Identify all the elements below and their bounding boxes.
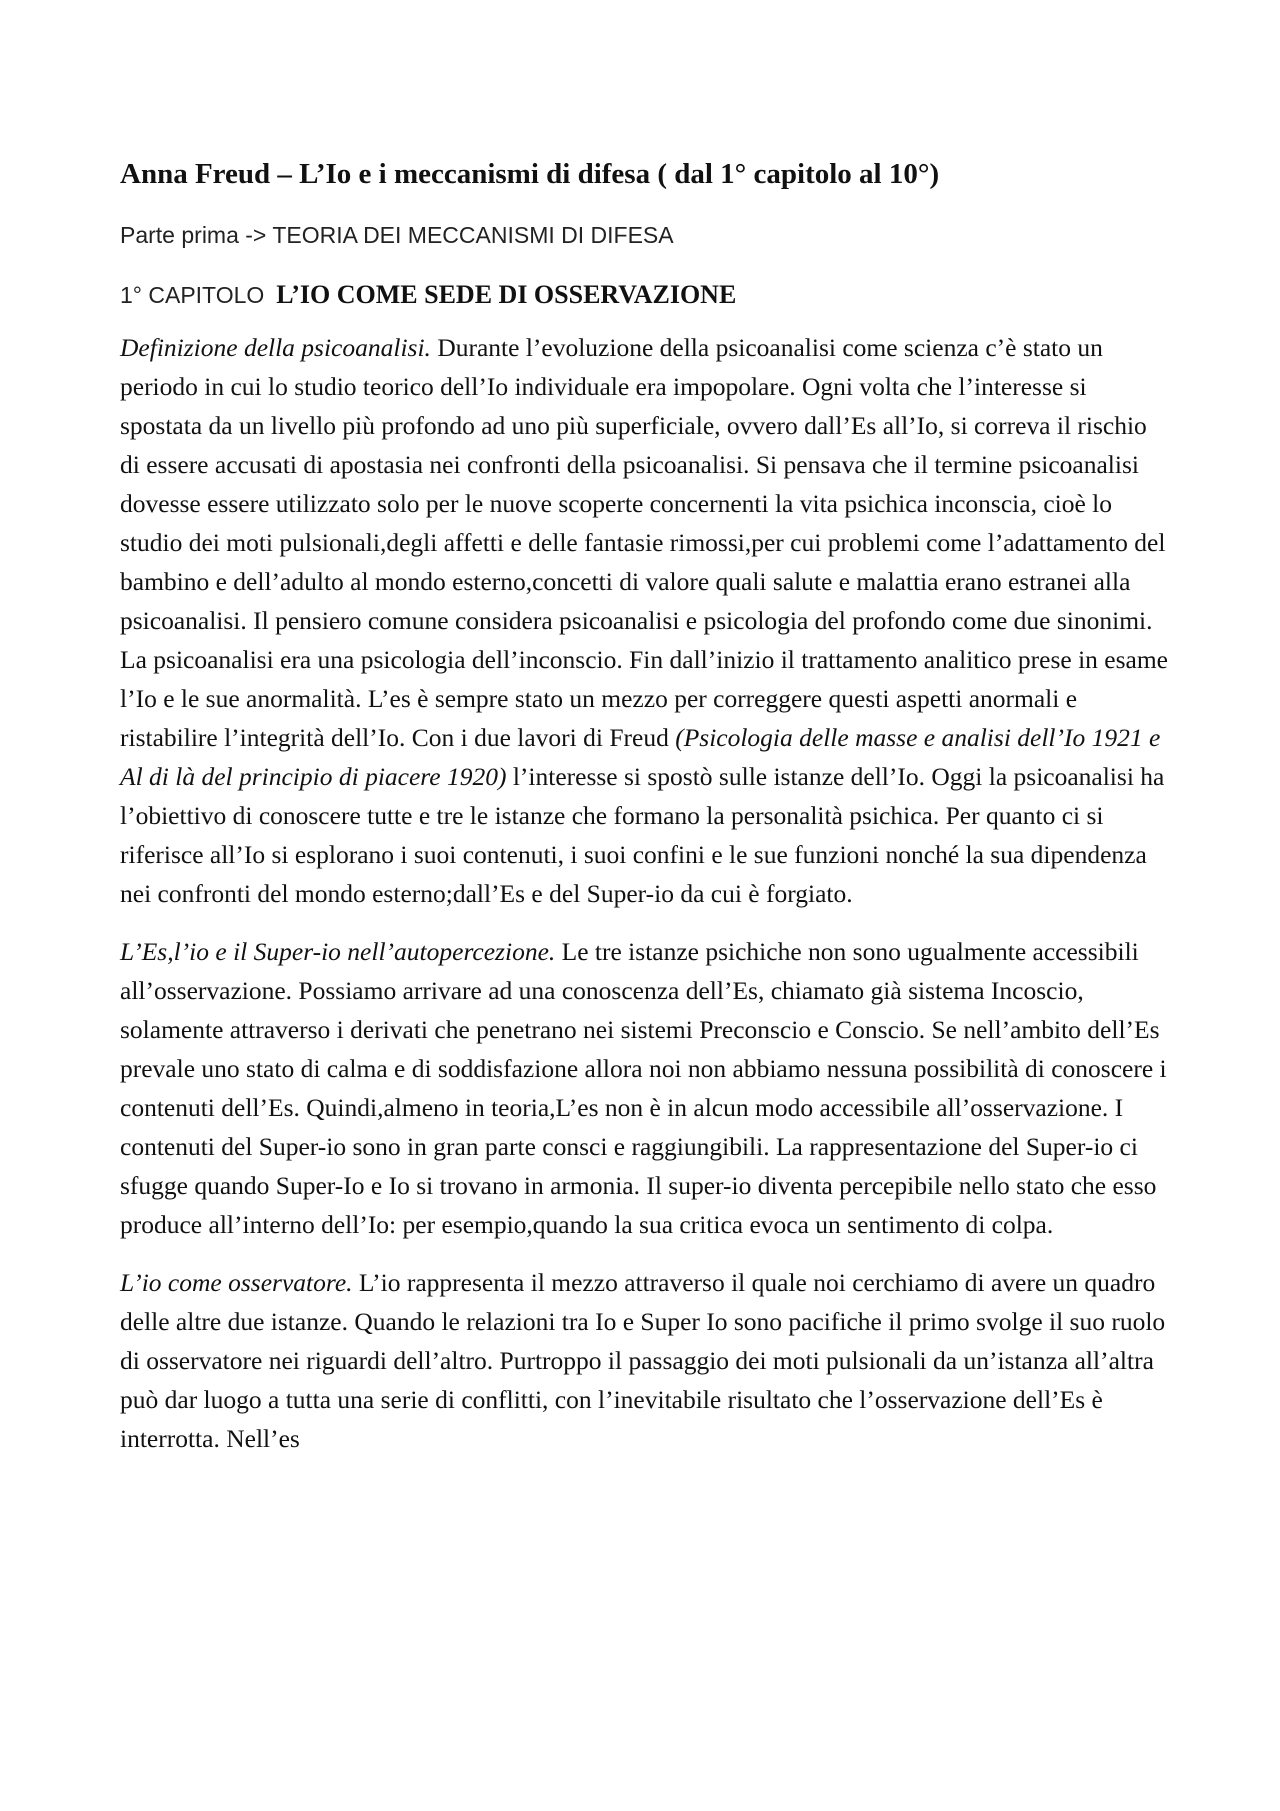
- paragraph-text: L’io rappresenta il mezzo attraverso il quale noi cerchiamo di avere un quadro delle altre due istanze. Quando le relazioni tra Io e Super Io sono pacifiche il primo svolge il suo ruolo di osservatore nei riguardi dell’altro. Purtroppo il passaggio dei moti pulsionali da un’istanza all’altra può dar luogo a tutta una serie di conflitti, con l’inevitabile risultato che l’osservazione dell’Es è interrotta. Nell’es: [120, 1268, 1166, 1453]
- part-heading: Parte prima -> TEORIA DEI MECCANISMI DI DIFESA: [120, 222, 674, 248]
- document-title: Anna Freud – L’Io e i meccanismi di difesa ( dal 1° capitolo al 10°): [120, 158, 940, 190]
- chapter-name: L’IO COME SEDE DI OSSERVAZIONE: [276, 280, 737, 309]
- paragraph-definizione: [120, 328, 1170, 913]
- paragraph-text: l’interesse si spostò sulle istanze dell’Io. Oggi la psicoanalisi ha l’obiettivo di conoscere tutte e tre le istanze che formano la personalità psichica. Per quanto ci si riferisce all’Io si esplorano i suoi contenuti, i suoi confini e le sue funzioni nonché la sua dipendenza nei confronti del mondo esterno;dall’Es e del Super-io da cui è forgiato.: [120, 762, 1165, 908]
- paragraph-osservatore: [120, 1263, 1170, 1458]
- paragraph-lead: L’Es,l’io e il Super-io nell’autopercezione.: [120, 937, 556, 966]
- paragraph-autopercezione: [120, 932, 1170, 1244]
- chapter-heading: [120, 276, 1170, 314]
- paragraph-lead: Definizione della psicoanalisi.: [120, 333, 431, 362]
- paragraph-text: Le tre istanze psichiche non sono ugualmente accessibili all’osservazione. Possiamo arrivare ad una conoscenza dell’Es, chiamato già sistema Incoscio, solamente attraverso i derivati che penetrano nei sistemi Preconscio e Conscio. Se nell’ambito dell’Es prevale uno stato di calma e di soddisfazione allora noi non abbiamo nessuna possibilità di conoscere i contenuti dell’Es. Quindi,almeno in teoria,L’es non è in alcun modo accessibile all’osservazione. I contenuti del Super-io sono in gran parte consci e raggiungibili. La rappresentazione del Super-io ci sfugge quando Super-Io e Io si trovano in armonia. Il super-io diventa percepibile nello stato che esso produce all’interno dell’Io: per esempio,quando la sua critica evoca un sentimento di colpa.: [120, 937, 1167, 1239]
- work-reference: (Psicologia delle masse e analisi dell’Io 1921 e Al di là del principio di piacere 1920): [120, 723, 1161, 791]
- paragraph-lead: L’io come osservatore.: [120, 1268, 353, 1297]
- paragraph-text: Durante l’evoluzione della psicoanalisi come scienza c’è stato un periodo in cui lo studio teorico dell’Io individuale era impopolare. Ogni volta che l’interesse si spostata da un livello più profondo ad uno più superficiale, ovvero dall’Es all’Io, si correva il rischio di essere accusati di apostasia nei confronti della psicoanalisi. Si pensava che il termine psicoanalisi dovesse essere utilizzato solo per le nuove scoperte concernenti la vita psichica inconscia, cioè lo studio dei moti pulsionali,degli affetti e delle fantasie rimossi,per cui problemi come l’adattamento del bambino e dell’adulto al mondo esterno,concetti di valore quali salute e malattia erano estranei alla psicoanalisi. Il pensiero comune considera psicoanalisi e psicologia del profondo come due sinonimi. La psicoanalisi era una psicologia dell’inconscio. Fin dall’inizio il trattamento analitico prese in esame l’Io e le sue anormalità. L’es è sempre stato un mezzo per correggere questi aspetti anormali e ristabilire l’integrità dell’Io. Con i due lavori di Freud: [120, 333, 1169, 752]
- chapter-number: 1° CAPITOLO: [120, 282, 265, 308]
